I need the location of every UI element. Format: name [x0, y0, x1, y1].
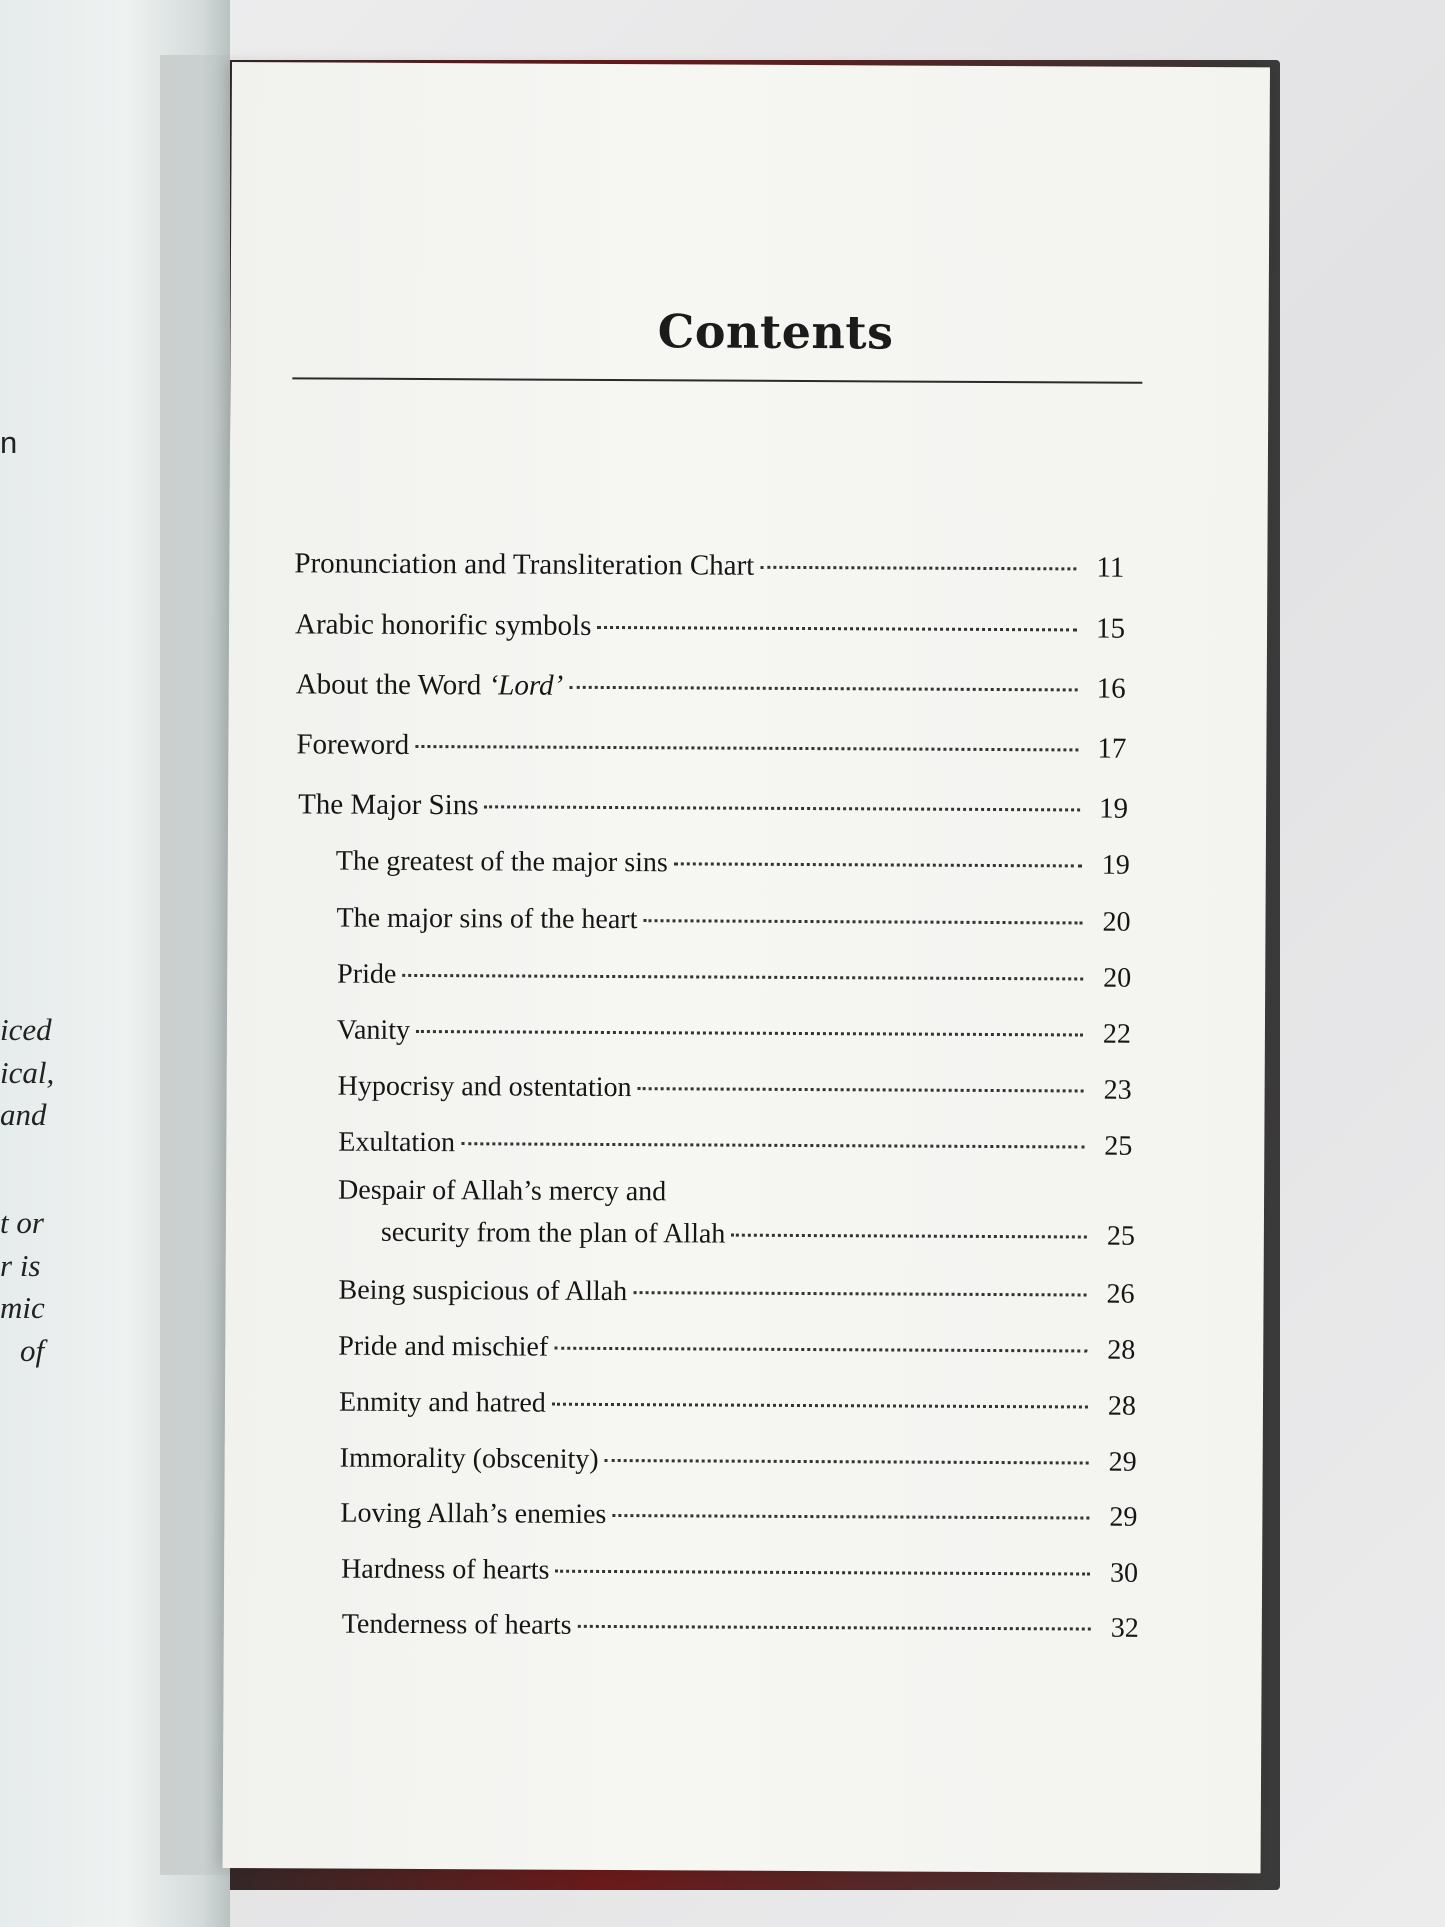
toc-entry-label: The Major Sins: [298, 788, 479, 822]
toc-entry-label: Being suspicious of Allah: [338, 1274, 628, 1308]
toc-subentry: [341, 1554, 1138, 1590]
toc-entry-page: 28: [1107, 1390, 1137, 1422]
toc-subentry: [339, 1387, 1136, 1423]
toc-subentry: [338, 1127, 1132, 1163]
toc-entry-label-cont: security from the plan of Allah: [380, 1216, 726, 1250]
toc-subentry: [340, 1443, 1137, 1479]
dot-leader: [416, 1029, 1083, 1036]
toc-subentry: [337, 959, 1131, 995]
toc-entry-label: Hardness of hearts: [341, 1553, 550, 1586]
left-page-fragment: ical,: [0, 1055, 55, 1090]
dot-leader: [569, 685, 1077, 692]
left-page-fragment: r is: [0, 1248, 41, 1283]
dot-leader: [461, 1141, 1084, 1148]
left-page-fragment: n: [0, 425, 18, 460]
toc-entry-continuation: [381, 1217, 1135, 1253]
toc-entry-page: 26: [1106, 1278, 1135, 1310]
dot-leader: [760, 565, 1076, 571]
dot-leader: [633, 1290, 1086, 1296]
toc-entry-label-italic: ‘Lord’: [488, 669, 564, 702]
toc-subentry: [336, 846, 1130, 882]
left-page-fragment: t or: [0, 1205, 44, 1240]
toc-entry-page: 19: [1101, 849, 1130, 881]
toc-entry-page: 15: [1095, 612, 1126, 645]
toc-entry-page: 20: [1102, 906, 1131, 938]
toc-entry-page: 20: [1103, 962, 1132, 994]
left-page-fragment: and: [0, 1097, 47, 1132]
toc-entry-page: 22: [1102, 1018, 1132, 1050]
toc-entry-label-text: About the Word: [295, 668, 489, 702]
toc-entry-page: 25: [1104, 1130, 1133, 1162]
left-page-fragment: iced: [0, 1012, 52, 1047]
dot-leader: [638, 1086, 1084, 1092]
toc-entry: [295, 608, 1125, 645]
toc-entry-label: Enmity and hatred: [338, 1386, 546, 1419]
toc-entry-page: 25: [1106, 1220, 1135, 1252]
left-page-fragment: of: [20, 1333, 45, 1368]
toc-entry-page: 23: [1103, 1074, 1132, 1106]
toc-subentry: [337, 1015, 1131, 1051]
dot-leader: [674, 861, 1082, 867]
toc-subentry: [338, 1275, 1134, 1311]
toc-entry-label: Immorality (obscenity): [339, 1442, 599, 1475]
dot-leader: [597, 625, 1077, 632]
dot-leader: [415, 744, 1078, 751]
title-underline: [292, 377, 1142, 383]
dot-leader: [402, 973, 1083, 981]
toc-entry: [298, 788, 1128, 825]
toc-entry-page: 32: [1110, 1612, 1139, 1644]
toc-entry-page: 11: [1096, 551, 1125, 584]
toc-entry-label: Pride and mischief: [338, 1330, 549, 1363]
right-page: [223, 62, 1270, 1873]
toc-entry-label: Loving Allah’s enemies: [340, 1497, 607, 1530]
toc-entry-label: Foreword: [296, 728, 410, 761]
toc-subentry: [336, 903, 1130, 939]
dot-leader: [612, 1513, 1089, 1519]
toc-entry-label: Arabic honorific symbols: [294, 608, 592, 642]
dot-leader: [554, 1346, 1087, 1353]
toc-entry-label: Tenderness of hearts: [341, 1608, 572, 1641]
dot-leader: [552, 1402, 1088, 1409]
dot-leader: [555, 1569, 1090, 1576]
toc-entry: [296, 728, 1126, 765]
toc-entry: [296, 668, 1126, 705]
toc-entry-label: Despair of Allah’s mercy and: [338, 1174, 667, 1208]
toc-entry-label: Hypocrisy and ostentation: [337, 1070, 632, 1104]
toc-subentry: [340, 1498, 1137, 1534]
toc-entry-label: Vanity: [336, 1014, 411, 1046]
toc-entry-label: Pronunciation and Transliteration Chart: [294, 547, 755, 582]
dot-leader: [578, 1624, 1091, 1631]
toc-subentry: [338, 1331, 1135, 1367]
toc-subentry: [342, 1609, 1139, 1645]
toc-subentry: [338, 1071, 1132, 1107]
dot-leader: [731, 1233, 1087, 1239]
toc-entry-page: 19: [1099, 792, 1129, 825]
toc-entry-page: 29: [1108, 1446, 1137, 1478]
toc-entry-page: 16: [1096, 672, 1126, 705]
toc-entry-label: [296, 668, 564, 702]
toc-entry-page: 29: [1109, 1501, 1138, 1533]
page-title: Contents: [657, 304, 894, 360]
toc-entry-label: The greatest of the major sins: [335, 845, 668, 879]
toc-entry-page: 30: [1110, 1557, 1139, 1589]
toc-entry: [294, 547, 1124, 584]
left-page-fragment: mic: [0, 1290, 45, 1325]
toc-entry-label: Pride: [337, 958, 397, 990]
dot-leader: [643, 918, 1082, 924]
toc-entry-label: Exultation: [338, 1126, 456, 1159]
toc-entry-label: The major sins of the heart: [336, 902, 638, 936]
toc-entry-page: 28: [1107, 1334, 1136, 1366]
dot-leader: [485, 804, 1081, 811]
toc-entry-page: 17: [1097, 732, 1127, 765]
dot-leader: [605, 1458, 1089, 1465]
